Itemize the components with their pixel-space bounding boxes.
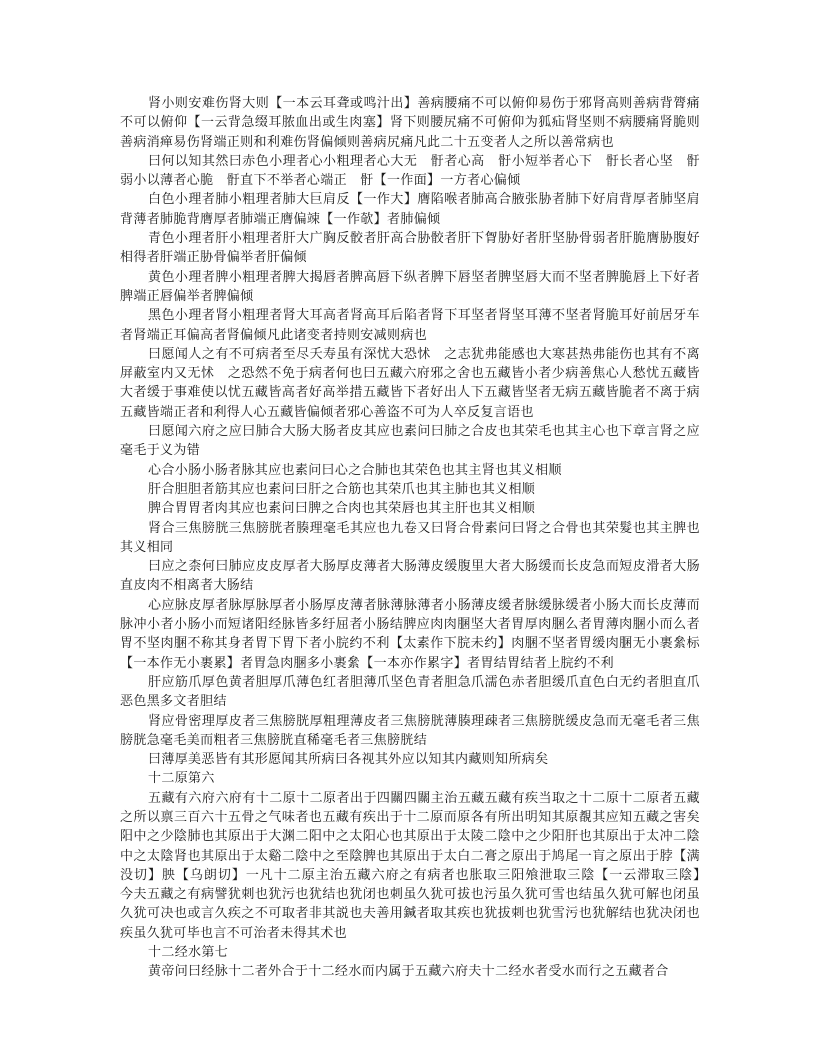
paragraph-liver-signs: 青色小理者肝小粗理者肝大广胸反骹者肝高合胁骹者肝下胷胁好者肝坚胁骨弱者肝脆膺胁腹好相得者肝端正胁骨偏举者肝偏倾 — [120, 231, 700, 266]
paragraph-kidney-size: 肾小则安难伤肾大则【一本云耳聋或鸣汁出】善病腰痛不可以俯仰易伤于邪肾高则善病背膂痛不可以俯仰【一云背急缀耳脓血出或生肉塞】肾下则腰尻痛不可俯仰为狐疝肾坚则不病腰痛肾脆则善病消瘅易伤肾端正则和利难伤肾偏倾则善病尻痛凡此二十五变者人之所以善常病也 — [120, 96, 700, 150]
section-heading-twelve-channels: 十二经水第七 — [148, 945, 229, 961]
paragraph-liver-gallbladder: 肝合胆胆者筋其应也素问曰肝之合筋也其荣爪也其主肺也其义相顺 — [148, 481, 536, 497]
paragraph-kidney-bone: 肾应骨密理厚皮者三焦膀胱厚粗理薄皮者三焦膀胱薄腠理疎者三焦膀胱缓皮急而无毫毛者三焦膀胱急毫毛美而粗者三焦膀胱直稀毫毛者三焦膀胱结 — [120, 713, 700, 748]
paragraph-twelve-channels: 黄帝问曰经脉十二者外合于十二经水而内属于五藏六府夫十二经水者受水而行之五藏者合 — [148, 964, 669, 980]
paragraph-liver-nails: 肝应筋爪厚色黄者胆厚爪薄色红者胆薄爪坚色青者胆急爪濡色赤者胆缓爪直色白无约者胆直爪恶色黑多文者胆结 — [120, 674, 700, 710]
paragraph-twelve-sources: 五藏有六府六府有十二原十二原者出于四關四關主治五藏五藏有疾当取之十二原十二原者五藏之所以禀三百六十五骨之气味者也五藏有疾出于十二原而原各有所出明知其原覩其应知五藏之害矣阳中之少陰肺也其原出于大渊二阳中之太阳心也其原出于太陵二陰中之少阳肝也其原出于太冲二陰中之太陰肾也其原出于太谿二陰中之至陰脾也其原出于太白二膏之原出于鸠尾一肓之原出于脖【满没切】胦【乌朗切】一凡十二原主治五藏六府之有病者也胀取三阳飧泄取三陰【一云滞取三陰】 今夫五藏之有病譬犹刺也犹污也犹结也犹闭也刺虽久犹可拔也污虽久犹可雪也结虽久犹可解也闭虽久犹可决也或言久疾之不可取者非其説也夫善用鍼者取其疾也犹拔刺也犹雪污也犹解结也犹决闭也疾虽久犹可毕也言不可治者未得其术也 — [120, 790, 714, 941]
paragraph-lung-signs: 白色小理者肺小粗理者肺大巨肩反【一作大】膺陷喉者肺高合腋张胁者肺下好肩背厚者肺坚肩背薄者肺脆背膺厚者肺端正膺偏竦【一作欹】者肺偏倾 — [120, 192, 700, 227]
paragraph-six-fu-correspondence: 曰愿闻六府之应曰肺合大肠大肠者皮其应也素问曰肺之合皮也其荣毛也其主心也下章言肾之应毫毛于义为错 — [120, 424, 700, 459]
section-heading-twelve-sources: 十二原第六 — [148, 771, 215, 787]
paragraph-spleen-stomach: 脾合胃胃者肉其应也素问曰脾之合肉也其荣唇也其主肝也其义相顺 — [148, 501, 536, 517]
paragraph-heart-signs: 曰何以知其然曰赤色小理者心小粗理者心大无 骬者心高 骬小短举者心下 骬长者心坚 骬弱小以薄者心脆 骬直下不举者心端正 骬【一作面】一方者心偏倾 — [120, 153, 700, 189]
paragraph-heart-small-intestine: 心合小肠小肠者脉其应也素问曰心之合肺也其荣色也其主肾也其义相顺 — [148, 462, 562, 478]
document-page — [120, 94, 714, 982]
paragraph-five-zang-disease: 曰愿闻人之有不可病者至尽夭寿虽有深忧大恐怵 之志犹弗能感也大寒甚热弗能伤也其有不离屏蔽室内又无怵 之恐然不免于病者何也曰五藏六府邪之舍也五藏皆小者少病善焦心人愁忧五藏皆大者缓于事难使以忧五藏皆高者好高举措五藏皆下者好出人下五藏皆坚者无病五藏皆脆者不离于病五藏皆端正者和利得人心五藏皆偏倾者邪心善盗不可为人卒反复言语也 — [120, 346, 700, 420]
paragraph-heart-pulse: 心应脉皮厚者脉厚脉厚者小肠厚皮薄者脉薄脉薄者小肠薄皮缓者脉缓脉缓者小肠大而长皮薄而脉冲小者小肠小而短诸阳经脉皆多纡屈者小肠结脾应肉肉䐃坚大者胃厚肉䐃么者胃薄肉䐃小而么者胃不坚肉䐃不称其身者胃下胃下者小脘约不利【太素作下脘未约】肉䐃不坚者胃缓肉䐃无小裹絫标 【一本作无小裹累】者胃急肉䐃多小裹絫【一本亦作累字】者胃结胃结者上脘约不利 — [120, 597, 714, 671]
paragraph-lung-skin: 曰应之柰何曰肺应皮皮厚者大肠厚皮薄者大肠薄皮缓腹里大者大肠缓而长皮急而短皮滑者大肠直皮肉不相离者大肠结 — [120, 559, 700, 594]
paragraph-outer-inner: 曰薄厚美恶皆有其形愿闻其所病曰各视其外应以知其内藏则知所病矣 — [148, 752, 549, 768]
paragraph-spleen-signs: 黄色小理者脾小粗理者脾大揭唇者脾高唇下纵者脾下唇坚者脾坚唇大而不坚者脾脆唇上下好者脾端正唇偏举者脾偏倾 — [120, 269, 700, 304]
paragraph-kidney-signs: 黑色小理者肾小粗理者肾大耳高者肾高耳后陷者肾下耳坚者肾坚耳薄不坚者肾脆耳好前居牙车者肾端正耳偏高者肾偏倾凡此诸变者持则安减则病也 — [120, 308, 700, 343]
paragraph-kidney-sanjiao: 肾合三焦膀胱三焦膀胱者腠理毫毛其应也九卷又曰肾合骨素问曰肾之合骨也其荣髮也其主脾也其义相同 — [120, 520, 700, 555]
